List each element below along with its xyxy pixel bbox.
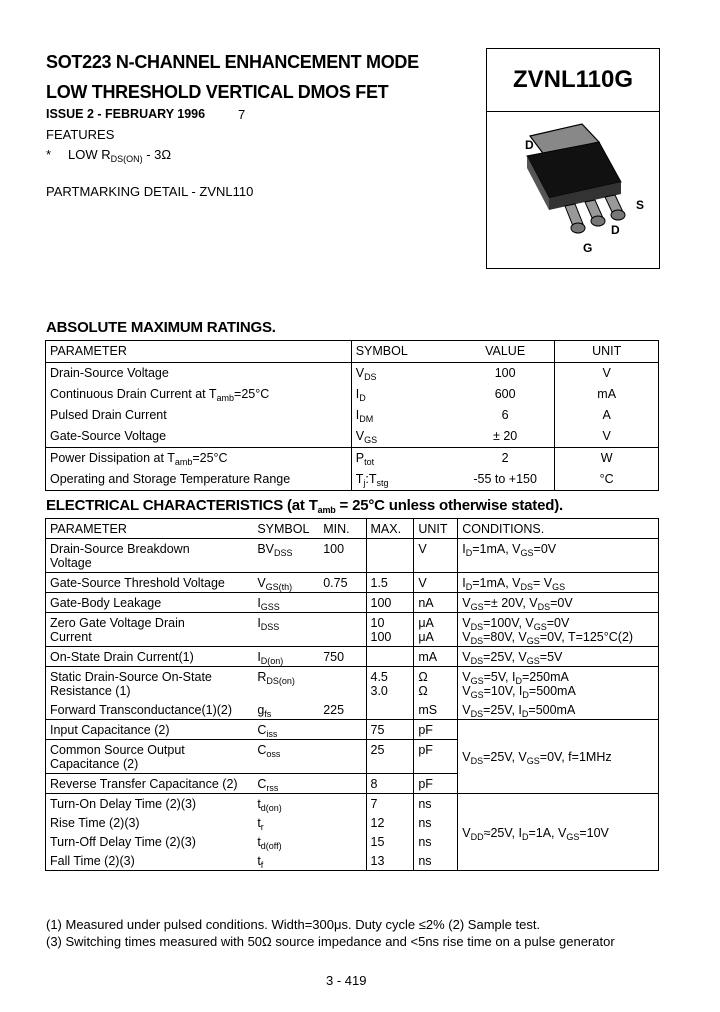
symbol-cell: $P_{tot}$ [351, 448, 456, 470]
symbol-cell: $R_{DS(on)}$ [257, 670, 295, 686]
table-row [46, 573, 659, 593]
conditions-cell: $I_D=1mA$, $V_{DS}= V_{GS}$ [458, 573, 659, 593]
min-cell: 100 [323, 542, 345, 556]
param-cell: Operating and Storage Temperature Range [50, 472, 291, 486]
min-cell [319, 832, 366, 851]
symbol-cell: $I_{DSS}$ [257, 616, 280, 632]
symbol-cell: $C_{oss}$ [257, 743, 281, 759]
footnote-1: (1) Measured under pulsed conditions. Width=300μs. Duty cycle ≤2% (2) Sample test. [46, 917, 541, 932]
min-cell: 750 [323, 650, 345, 664]
param-cell: Static Drain-Source On-State Resistance (1) [50, 670, 212, 698]
value-cell: -55 to +150 [473, 472, 537, 486]
conditions-cell: $V_{DS}=25V$, $I_D=500mA$ [458, 700, 659, 720]
unit-cell: pF [414, 720, 458, 740]
max-cell: 100 [366, 593, 414, 613]
col-header: CONDITIONS. [458, 519, 659, 539]
feature-item: LOW $R_{DS(ON)} - 3\Omega$ [68, 147, 172, 164]
unit-cell: pF [414, 740, 458, 774]
unit-cell: ns [414, 832, 458, 851]
conditions-switching: $V_{DD}\approx 25V$, $I_D=1A$, $V_{GS}=10V$ [458, 794, 659, 871]
unit-cell: Ω Ω [414, 667, 458, 701]
max-cell: 1.5 [366, 573, 414, 593]
unit-cell: V [414, 573, 458, 593]
unit-cell: V [414, 539, 458, 573]
min-cell [319, 851, 366, 871]
max-cell: 13 [366, 851, 414, 871]
conditions-cell: $V_{DS}=25V$, $V_{GS}=5V$ [458, 647, 659, 667]
min-cell [319, 813, 366, 832]
part-number: ZVNL110G [512, 66, 634, 93]
max-cell: 75 [366, 720, 414, 740]
unit-cell: pF [414, 774, 458, 794]
table-row [46, 405, 659, 426]
unit-cell: nA [414, 593, 458, 613]
param-cell: Rise Time (2)(3) [50, 816, 140, 830]
features-heading: FEATURES [46, 127, 115, 142]
param-cell: Continuous Drain Current at $T_{amb}=25^\circ C$ [50, 387, 270, 403]
symbol-cell: $V_{GS(th)}$ [257, 576, 293, 592]
min-cell [319, 720, 366, 740]
param-cell: Input Capacitance (2) [50, 723, 170, 737]
min-cell [319, 593, 366, 613]
unit-cell: mS [414, 700, 458, 720]
elec-table [45, 518, 659, 871]
param-cell: Power Dissipation at $T_{amb}=25^\circ C$ [50, 451, 228, 467]
pin-label-d: D [611, 223, 620, 237]
part-number-box [486, 48, 660, 112]
symbol-cell: $BV_{DSS}$ [257, 542, 293, 558]
sot223-package-icon [487, 112, 659, 268]
conditions-cell: $V_{DS}=100V$, $V_{GS}=0V$ $V_{DS}=80V$, $V_{GS}=0V$, T=125°C(2) [458, 613, 659, 647]
param-cell: Forward Transconductance(1)(2) [50, 703, 233, 717]
min-cell [319, 667, 366, 701]
col-header: VALUE [485, 344, 526, 358]
max-cell: 4.5 3.0 [366, 667, 414, 701]
symbol-cell: $I_D$ [351, 384, 456, 405]
symbol-cell: $I_{GSS}$ [257, 596, 280, 612]
feature-bullet: * [46, 147, 52, 162]
unit-cell: μA μA [414, 613, 458, 647]
table-row [46, 384, 659, 405]
col-header: PARAMETER [50, 344, 127, 358]
param-cell: Gate-Source Voltage [50, 429, 167, 443]
unit-cell: ns [414, 794, 458, 814]
max-cell: 15 [366, 832, 414, 851]
table-row [46, 794, 659, 814]
symbol-cell: $t_r$ [257, 816, 264, 832]
table-row [46, 667, 659, 701]
max-cell [366, 539, 414, 573]
abs-max-heading: ABSOLUTE MAXIMUM RATINGS. [46, 319, 276, 336]
elec-header-row [46, 519, 659, 539]
unit-cell: mA [414, 647, 458, 667]
elec-heading: ELECTRICAL CHARACTERISTICS (at $T_{amb} = 25^\circ C$ unless otherwise stated). [46, 497, 563, 515]
symbol-cell: $V_{DS}$ [351, 363, 456, 385]
param-cell: Reverse Transfer Capacitance (2) [50, 777, 238, 791]
unit-cell: °C [555, 469, 659, 491]
conditions-cell: $V_{GS}=5V$, $I_D=250mA$ $V_{GS}=10V$, $I_D=500mA$ [458, 667, 659, 701]
value-cell: 100 [494, 366, 516, 380]
min-cell [319, 613, 366, 647]
param-cell: Common Source Output Capacitance (2) [50, 743, 185, 771]
table-row [46, 363, 659, 385]
table-row [46, 448, 659, 470]
max-cell: 8 [366, 774, 414, 794]
partmarking-detail: PARTMARKING DETAIL - ZVNL110 [46, 184, 254, 199]
table-row [46, 720, 659, 740]
pin-label-s: S [636, 198, 645, 212]
unit-cell: V [555, 426, 659, 448]
conditions-cell: $V_{GS}=\pm 20V$, $V_{DS}=0V$ [458, 593, 659, 613]
symbol-cell: $I_{DM}$ [351, 405, 456, 426]
symbol-cell: $T_j:T_{stg}$ [351, 469, 456, 491]
col-header: SYMBOL [257, 522, 310, 536]
min-cell [319, 774, 366, 794]
abs-max-table [45, 340, 659, 491]
min-cell: 0.75 [323, 576, 348, 590]
table-row [46, 426, 659, 448]
col-header: PARAMETER [50, 522, 127, 536]
unit-cell: W [555, 448, 659, 470]
param-cell: Gate-Body Leakage [50, 596, 162, 610]
page-number: 3 - 419 [326, 973, 367, 988]
symbol-cell: $g_{fs}$ [257, 703, 272, 719]
col-header: UNIT [555, 341, 659, 363]
col-header: SYMBOL [351, 341, 456, 363]
title-line-2: LOW THRESHOLD VERTICAL DMOS FET [46, 82, 389, 102]
table-row [46, 613, 659, 647]
issue-line: ISSUE 2 - FEBRUARY 1996 [46, 107, 206, 121]
symbol-cell: $C_{rss}$ [257, 777, 279, 793]
conditions-capacitance: $V_{DS}=25V$, $V_{GS}=0V$, f=1MHz [458, 720, 659, 794]
max-cell: 7 [366, 794, 414, 814]
max-cell: 10 100 [366, 613, 414, 647]
col-header: MAX. [366, 519, 414, 539]
title-line-1: SOT223 N-CHANNEL ENHANCEMENT MODE [46, 52, 419, 72]
table-row [46, 469, 659, 491]
symbol-cell: $C_{iss}$ [257, 723, 278, 739]
symbol-cell: $I_{D(on)}$ [257, 650, 284, 666]
conditions-cell: $I_D=1mA$, $V_{GS}=0V$ [458, 539, 659, 573]
max-cell [366, 647, 414, 667]
table-row [46, 647, 659, 667]
value-cell: ± 20 [493, 429, 518, 443]
param-cell: Gate-Source Threshold Voltage [50, 576, 225, 590]
col-header: MIN. [323, 522, 350, 536]
value-cell: 2 [501, 451, 509, 465]
pin-label-g: G [583, 241, 593, 255]
param-cell: Drain-Source Breakdown Voltage [50, 542, 190, 570]
unit-cell: V [555, 363, 659, 385]
min-cell [319, 740, 366, 774]
unit-cell: ns [414, 851, 458, 871]
issue-mark: 7 [238, 107, 246, 122]
footnote-2: (3) Switching times measured with 50Ω source impedance and <5ns rise time on a pulse generator [46, 934, 615, 949]
param-cell: On-State Drain Current(1) [50, 650, 194, 664]
unit-cell: A [555, 405, 659, 426]
symbol-cell: $V_{GS}$ [351, 426, 456, 448]
symbol-cell: $t_{d(off)}$ [257, 835, 282, 851]
param-cell: Fall Time (2)(3) [50, 854, 135, 868]
symbol-cell: $t_{d(on)}$ [257, 797, 282, 813]
value-cell: 600 [494, 387, 516, 401]
param-cell: Zero Gate Voltage Drain Current [50, 616, 185, 644]
max-cell [366, 700, 414, 720]
param-cell: Turn-On Delay Time (2)(3) [50, 797, 197, 811]
table-row [46, 593, 659, 613]
value-cell: 6 [501, 408, 509, 422]
param-cell: Turn-Off Delay Time (2)(3) [50, 835, 196, 849]
max-cell: 12 [366, 813, 414, 832]
pin-label-d-top: D [525, 138, 534, 152]
param-cell: Drain-Source Voltage [50, 366, 169, 380]
symbol-cell: $t_f$ [257, 854, 264, 870]
unit-cell: mA [555, 384, 659, 405]
min-cell: 225 [323, 703, 345, 717]
col-header: UNIT [414, 519, 458, 539]
min-cell [319, 794, 366, 814]
abs-max-header-row [46, 341, 659, 363]
table-row [46, 539, 659, 573]
unit-cell: ns [414, 813, 458, 832]
package-diagram-box [486, 111, 660, 269]
param-cell: Pulsed Drain Current [50, 408, 167, 422]
table-row [46, 700, 659, 720]
max-cell: 25 [366, 740, 414, 774]
